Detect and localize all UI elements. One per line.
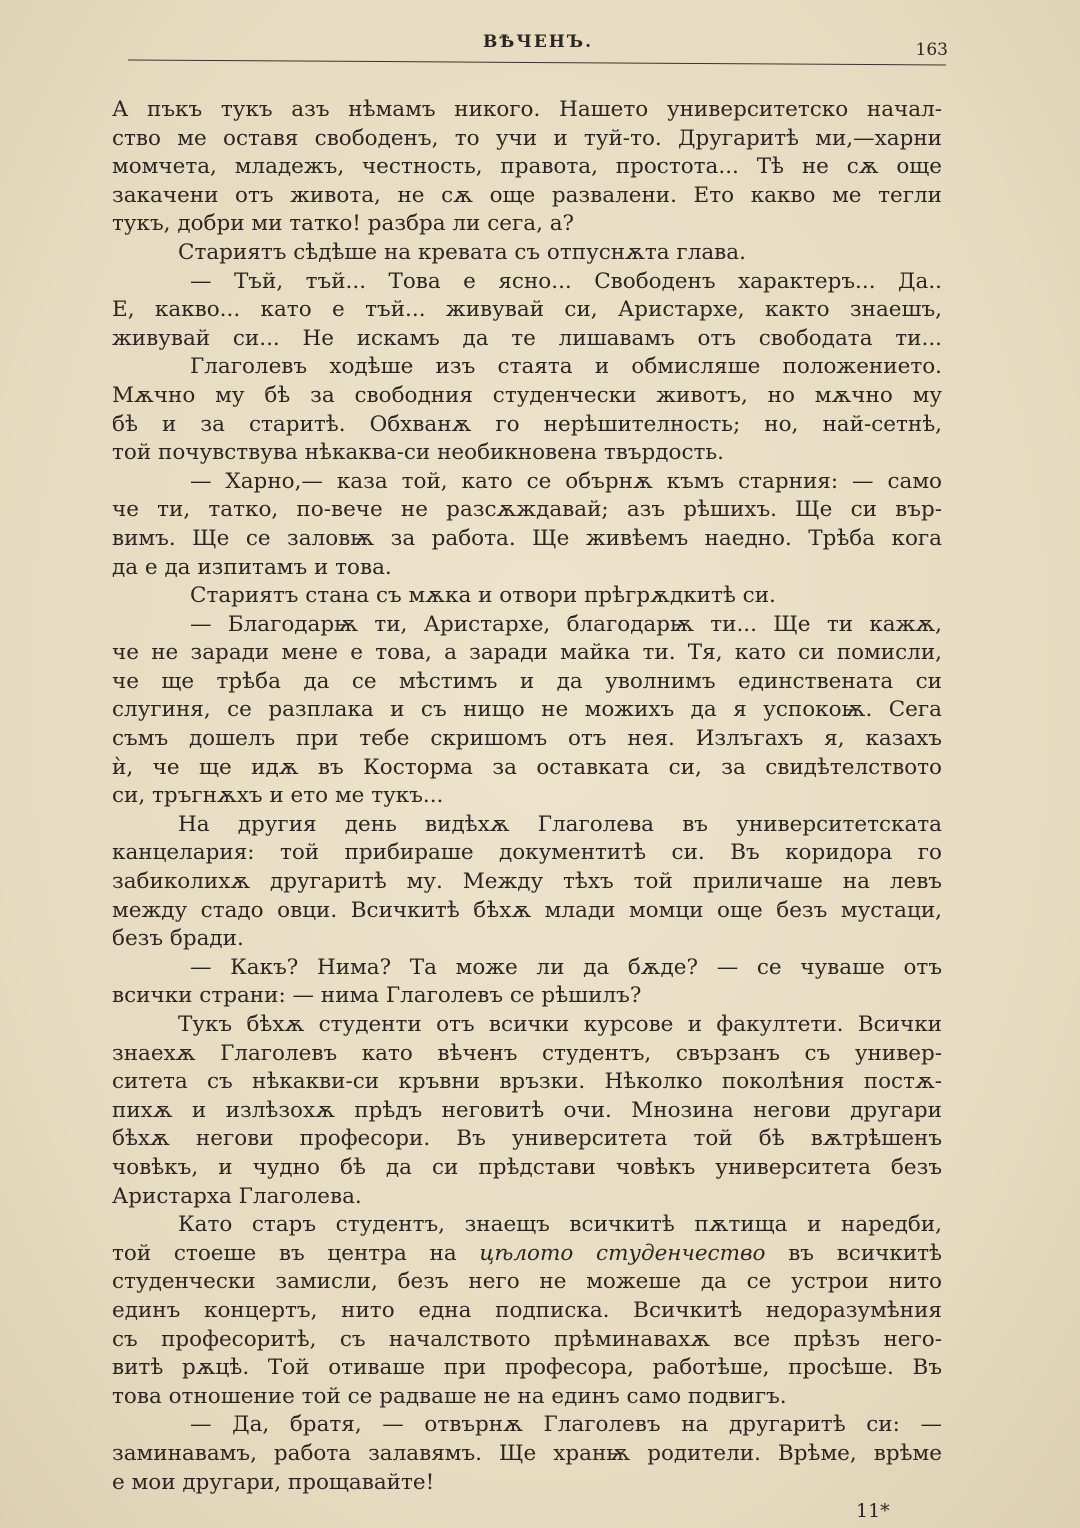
text-line: — Тъй, тъй... Това е ясно... Свободенъ характеръ... Да.. (190, 268, 942, 294)
text-line: закачени отъ живота, не сѫ още развалени. Ето какво ме тегли (112, 182, 942, 208)
text-line: че ще трѣба да се мѣстимъ и да уволнимъ единствената си (112, 668, 942, 694)
text-line: Мѫчно му бѣ за свободния студенчески животъ, но мѫчно му (112, 382, 942, 408)
text-line (112, 1240, 942, 1269)
text-line: Аристарха Глаголева. (112, 1183, 362, 1209)
text-line: канцелария: той прибираше документитѣ си. Въ коридора го (112, 840, 942, 866)
text-line: ство ме оставя свободенъ, то учи и туй-то. Другаритѣ ми,—харни (112, 125, 942, 151)
text-line: забиколихѫ другаритѣ му. Между тѣхъ той приличаше на левъ (112, 869, 942, 895)
text-line: си, тръгнѫхъ и ето ме тукъ... (112, 783, 444, 809)
signature-mark: 11* (856, 1500, 890, 1522)
text-line: бѣхѫ негови професори. Въ университета той бѣ вѫтрѣшенъ (112, 1126, 942, 1152)
text-line: ситета съ нѣкакви-си кръвни връзки. Нѣколко поколѣния постѫ- (112, 1069, 942, 1095)
text-fragment: въ всичкитѣ (788, 1240, 943, 1266)
text-line: между стадо овци. Всичкитѣ бѣхѫ млади момци още безъ мустаци, (112, 897, 942, 923)
text-line: момчета, младежъ, честность, правота, простота... Тѣ не сѫ още (112, 154, 942, 180)
page-number: 163 (915, 40, 948, 60)
text-line: бѣ и за старитѣ. Обхванѫ го нерѣшителность; но, най-сетнѣ, (112, 411, 942, 437)
text-line: — Благодарѭ ти, Аристархе, благодарѭ ти... Ще ти кажѫ, (190, 611, 942, 637)
text-fragment: той стоеше въ центра на (112, 1240, 457, 1266)
running-title: ВѢЧЕНЪ. (482, 32, 594, 52)
text-line: да е да изпитамъ и това. (112, 554, 392, 580)
text-line: единъ концертъ, нито една подписка. Всичкитѣ недоразумѣния (112, 1297, 942, 1323)
text-line: Е, какво... като е тъй... живувай си, Аристархе, както знаешъ, (112, 297, 942, 323)
text-line: витѣ рѫцѣ. Той отиваше при професора, работѣше, просѣше. Въ (112, 1355, 942, 1381)
text-line: вимъ. Ще се заловѭ за работа. Ще живѣемъ наедно. Трѣба кога (112, 525, 942, 551)
text-line: тукъ, добри ми татко! разбра ли сега, а? (112, 211, 575, 237)
text-line: слугиня, се разплака и съ нищо не можихъ да я успокоѭ. Сега (112, 697, 942, 723)
text-line: — Какъ? Нима? Та може ли да бѫде? — се чуваше отъ (190, 954, 942, 980)
text-line: че ти, татко, по-вече не разсѫждавай; азъ рѣшихъ. Ще си вър- (112, 497, 942, 523)
text-line: безъ бради. (112, 926, 244, 952)
text-line: човѣкъ, и чудно бѣ да си прѣдстави човѣкъ университета безъ (112, 1154, 942, 1180)
text-line: Стариятъ сѣдѣше на кревата съ отпуснѫта глава. (178, 239, 746, 265)
text-line: Стариятъ стана съ мѫка и отвори прѣгрѫдкитѣ си. (190, 583, 776, 609)
running-head (128, 30, 948, 64)
body-text (112, 96, 942, 1497)
text-line: Глаголевъ ходѣше изъ стаята и обмисляше положението. (190, 354, 942, 380)
text-line: живувай си... Не искамъ да те лишавамъ отъ свободата ти... (112, 325, 942, 351)
text-line: А пъкъ тукъ азъ нѣмамъ никого. Нашето университетско начал- (112, 97, 942, 122)
text-line: знаехѫ Глаголевъ като вѣченъ студентъ, свързанъ съ универ- (112, 1040, 942, 1066)
text-line: той почувствува нѣкаква-си необикновена твърдость. (112, 440, 724, 466)
text-line: пихѫ и излѣзохѫ прѣдъ неговитѣ очи. Мнозина негови другари (112, 1097, 942, 1123)
text-line: — Харно,— каза той, като се обърнѫ къмъ старния: — само (190, 468, 942, 494)
text-line: Тукъ бѣхѫ студенти отъ всички курсове и факултети. Всички (178, 1012, 942, 1037)
italic-phrase: цѣлото студенчество (479, 1240, 766, 1266)
text-line: че не заради мене е това, а заради майка ти. Тя, като си помисли, (112, 640, 942, 666)
text-line: ѝ, че ще идѫ въ Косторма за оставката си, за свидѣтелството (112, 754, 942, 780)
text-line: това отношение той се радваше не на единъ само подвигъ. (112, 1383, 787, 1409)
text-line: студенчески замисли, безъ него не можеше да се устрои нито (112, 1269, 942, 1295)
text-line: заминавамъ, работа залавямъ. Ще хранѭ родители. Врѣме, врѣме (112, 1440, 942, 1466)
text-line: съмъ дошелъ при тебе скришомъ отъ нея. Излъгахъ я, казахъ (112, 726, 942, 752)
text-line: — Да, братя, — отвърнѫ Глаголевъ на другаритѣ си: — (190, 1412, 942, 1438)
text-line: На другия день видѣхѫ Глаголева въ университетската (178, 811, 942, 837)
text-line: Като старъ студентъ, знаещъ всичкитѣ пѫтища и наредби, (178, 1212, 942, 1238)
text-line: съ професоритѣ, съ началството прѣминавахѫ все прѣзъ него- (112, 1326, 942, 1352)
text-line: е мои другари, прощавайте! (112, 1469, 435, 1495)
text-line: всички страни: — нима Глаголевъ се рѣшилъ? (112, 983, 642, 1009)
